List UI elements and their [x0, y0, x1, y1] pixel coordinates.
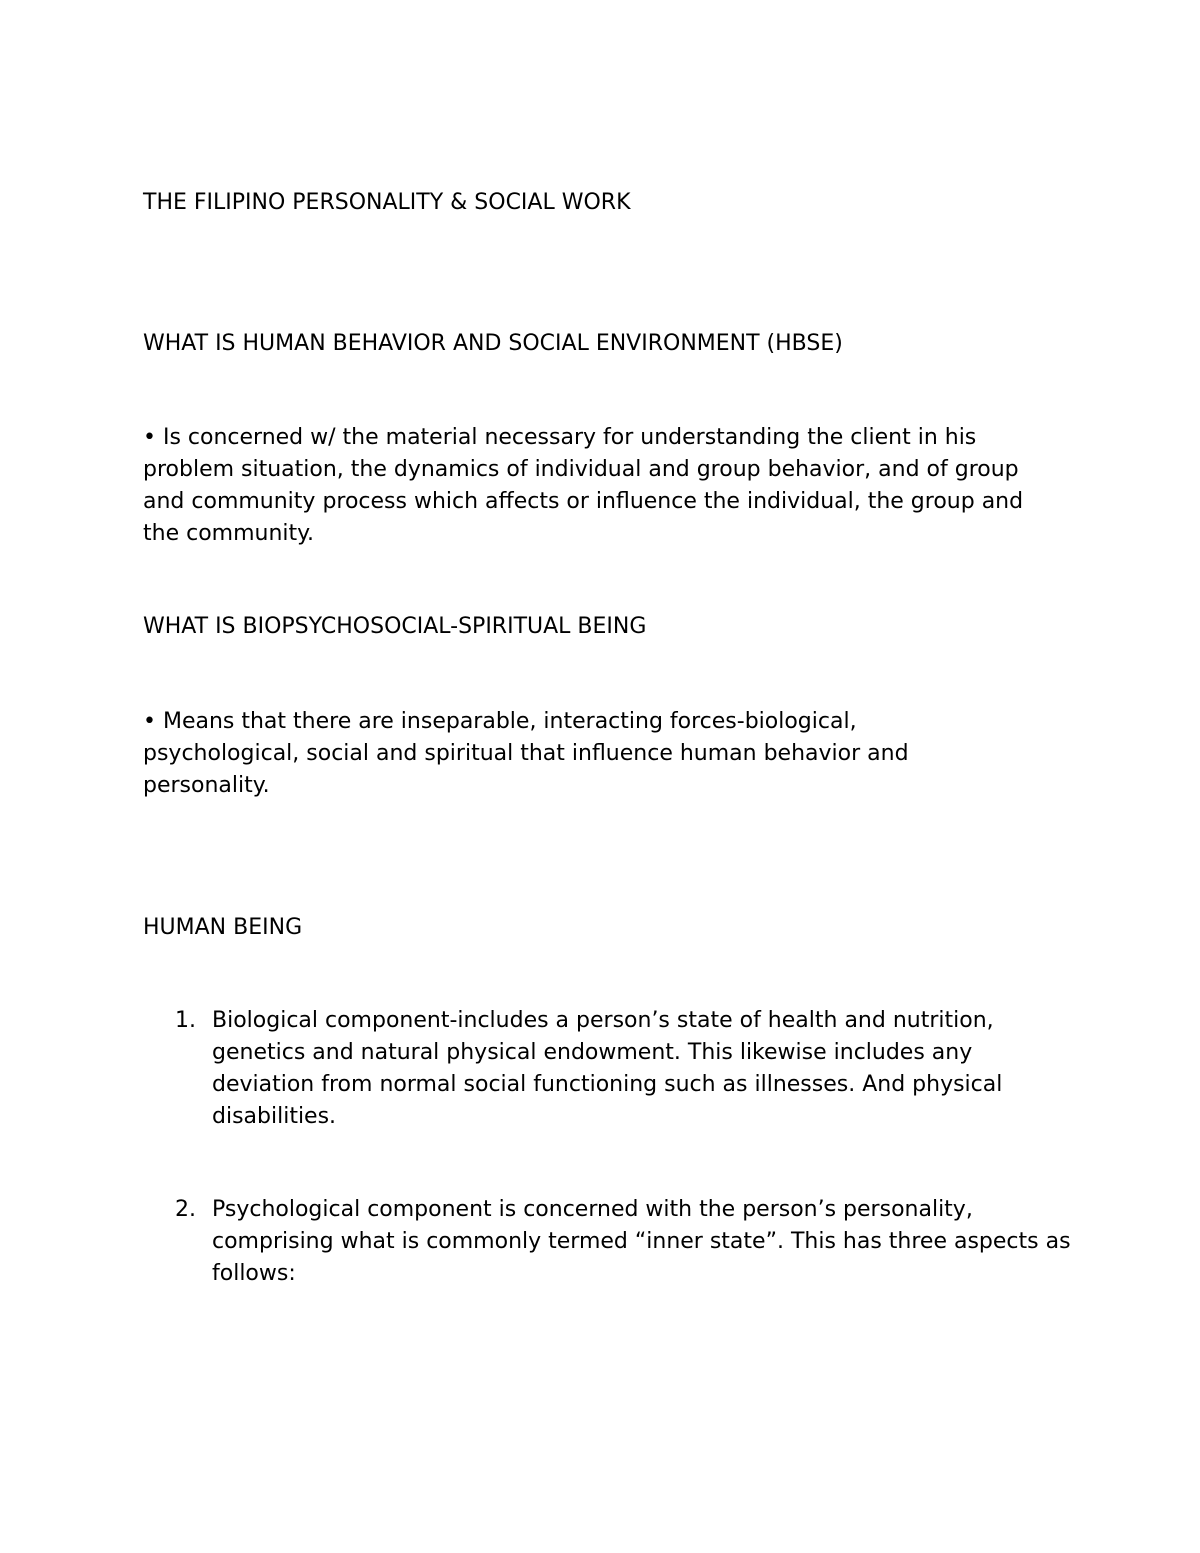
- list-item-text: Psychological component is concerned with the person’s personality, comprising what is commonly termed “inner state”. This has three aspects as follows:: [212, 1197, 1071, 1286]
- section-heading-biopsychosocial: WHAT IS BIOPSYCHOSOCIAL-SPIRITUAL BEING: [143, 614, 647, 639]
- bullet-paragraph-hbse: • Is concerned w/ the material necessary for understanding the client in his problem situation, the dynamics of individual and group behavior, and of group and community process which affects or influence the individual, the group and the community.: [143, 425, 1024, 546]
- section-heading-human-being: HUMAN BEING: [143, 915, 303, 940]
- section-heading-hbse: WHAT IS HUMAN BEHAVIOR AND SOCIAL ENVIRONMENT (HBSE): [143, 331, 843, 356]
- list-item: [143, 1005, 1073, 1133]
- bullet-paragraph-biopsychosocial: • Means that there are inseparable, interacting forces-biological, psychological, social and spiritual that influence human behavior and personality.: [143, 709, 909, 798]
- list-item-text: Biological component-includes a person’s state of health and nutrition, genetics and natural physical endowment. This likewise includes any deviation from normal social functioning such as illnesses. And physical disabilities.: [212, 1008, 1003, 1129]
- list-number: 1.: [175, 1008, 196, 1033]
- list-number: 2.: [175, 1197, 196, 1222]
- list-item: [143, 1194, 1073, 1290]
- document-title: THE FILIPINO PERSONALITY & SOCIAL WORK: [143, 190, 631, 215]
